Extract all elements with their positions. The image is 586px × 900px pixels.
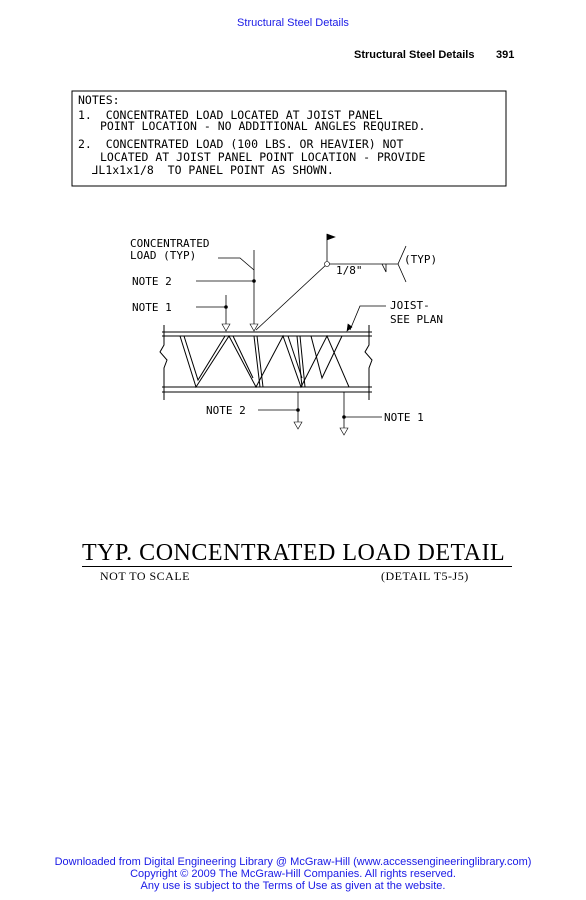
scale-note: NOT TO SCALE bbox=[100, 569, 191, 583]
joist-leader bbox=[350, 306, 386, 330]
note-2-line-3: ⅃L1x1x1/8 TO PANEL POINT AS SHOWN. bbox=[92, 163, 334, 177]
note-1-line-2: POINT LOCATION - NO ADDITIONAL ANGLES REQUIRED. bbox=[100, 119, 426, 133]
weld-junction-dot bbox=[325, 262, 330, 267]
label-weld-typ: (TYP) bbox=[404, 253, 438, 266]
leader-dot-2 bbox=[225, 306, 228, 309]
footer-terms[interactable]: Any use is subject to the Terms of Use as given at the website. bbox=[140, 880, 446, 892]
detail-title: TYP. CONCENTRATED LOAD DETAIL bbox=[82, 540, 506, 566]
label-note-2-lower: NOTE 2 bbox=[206, 404, 246, 417]
label-note-1-lower: NOTE 1 bbox=[384, 411, 424, 424]
running-header-title: Structural Steel Details bbox=[354, 49, 475, 61]
detail-number: (DETAIL T5-J5) bbox=[381, 569, 469, 583]
weld-symbol bbox=[382, 264, 386, 272]
load-arrowhead-1 bbox=[250, 324, 258, 331]
joist-leader-arrowhead bbox=[347, 324, 352, 331]
web-members bbox=[180, 336, 349, 387]
note-2-line-2: LOCATED AT JOIST PANEL POINT LOCATION - PROVIDE bbox=[100, 150, 426, 164]
title-underline bbox=[82, 566, 512, 567]
footer-download-link[interactable]: Downloaded from Digital Engineering Library @ McGraw-Hill (www.accessengineeringlibrary.com) bbox=[54, 856, 532, 868]
notes-heading: NOTES: bbox=[78, 93, 120, 107]
leader-dot-3 bbox=[297, 409, 300, 412]
web-members-inner-2 bbox=[233, 336, 253, 378]
page-number: 391 bbox=[496, 49, 515, 61]
label-joist-1: JOIST- bbox=[390, 299, 430, 312]
top-link-title[interactable]: Structural Steel Details bbox=[237, 17, 349, 29]
concentrated-load-leader bbox=[218, 258, 254, 270]
flag-icon bbox=[327, 234, 335, 240]
label-note-1-upper: NOTE 1 bbox=[132, 301, 172, 314]
label-joist-2: SEE PLAN bbox=[390, 313, 443, 326]
label-concentrated-load-1: CONCENTRATED bbox=[130, 237, 210, 250]
leader-dot-4 bbox=[343, 416, 346, 419]
load-arrowhead-2 bbox=[222, 324, 230, 331]
leader-dot-1 bbox=[253, 280, 256, 283]
web-members-inner-4 bbox=[311, 336, 342, 378]
label-weld-size: 1/8" bbox=[336, 264, 363, 277]
load-arrowhead-4 bbox=[340, 428, 348, 435]
note-1-line-1: 1. CONCENTRATED LOAD LOCATED AT JOIST PANEL bbox=[78, 108, 383, 122]
added-angle-1 bbox=[254, 336, 260, 387]
label-note-2-upper: NOTE 2 bbox=[132, 275, 172, 288]
label-concentrated-load-2: LOAD (TYP) bbox=[130, 249, 197, 262]
footer-copyright: Copyright © 2009 The McGraw-Hill Companies. All rights reserved. bbox=[130, 868, 456, 880]
weld-leader bbox=[256, 264, 327, 330]
note-2-line-1: 2. CONCENTRATED LOAD (100 LBS. OR HEAVIER) NOT bbox=[78, 137, 404, 151]
load-arrowhead-3 bbox=[294, 422, 302, 429]
